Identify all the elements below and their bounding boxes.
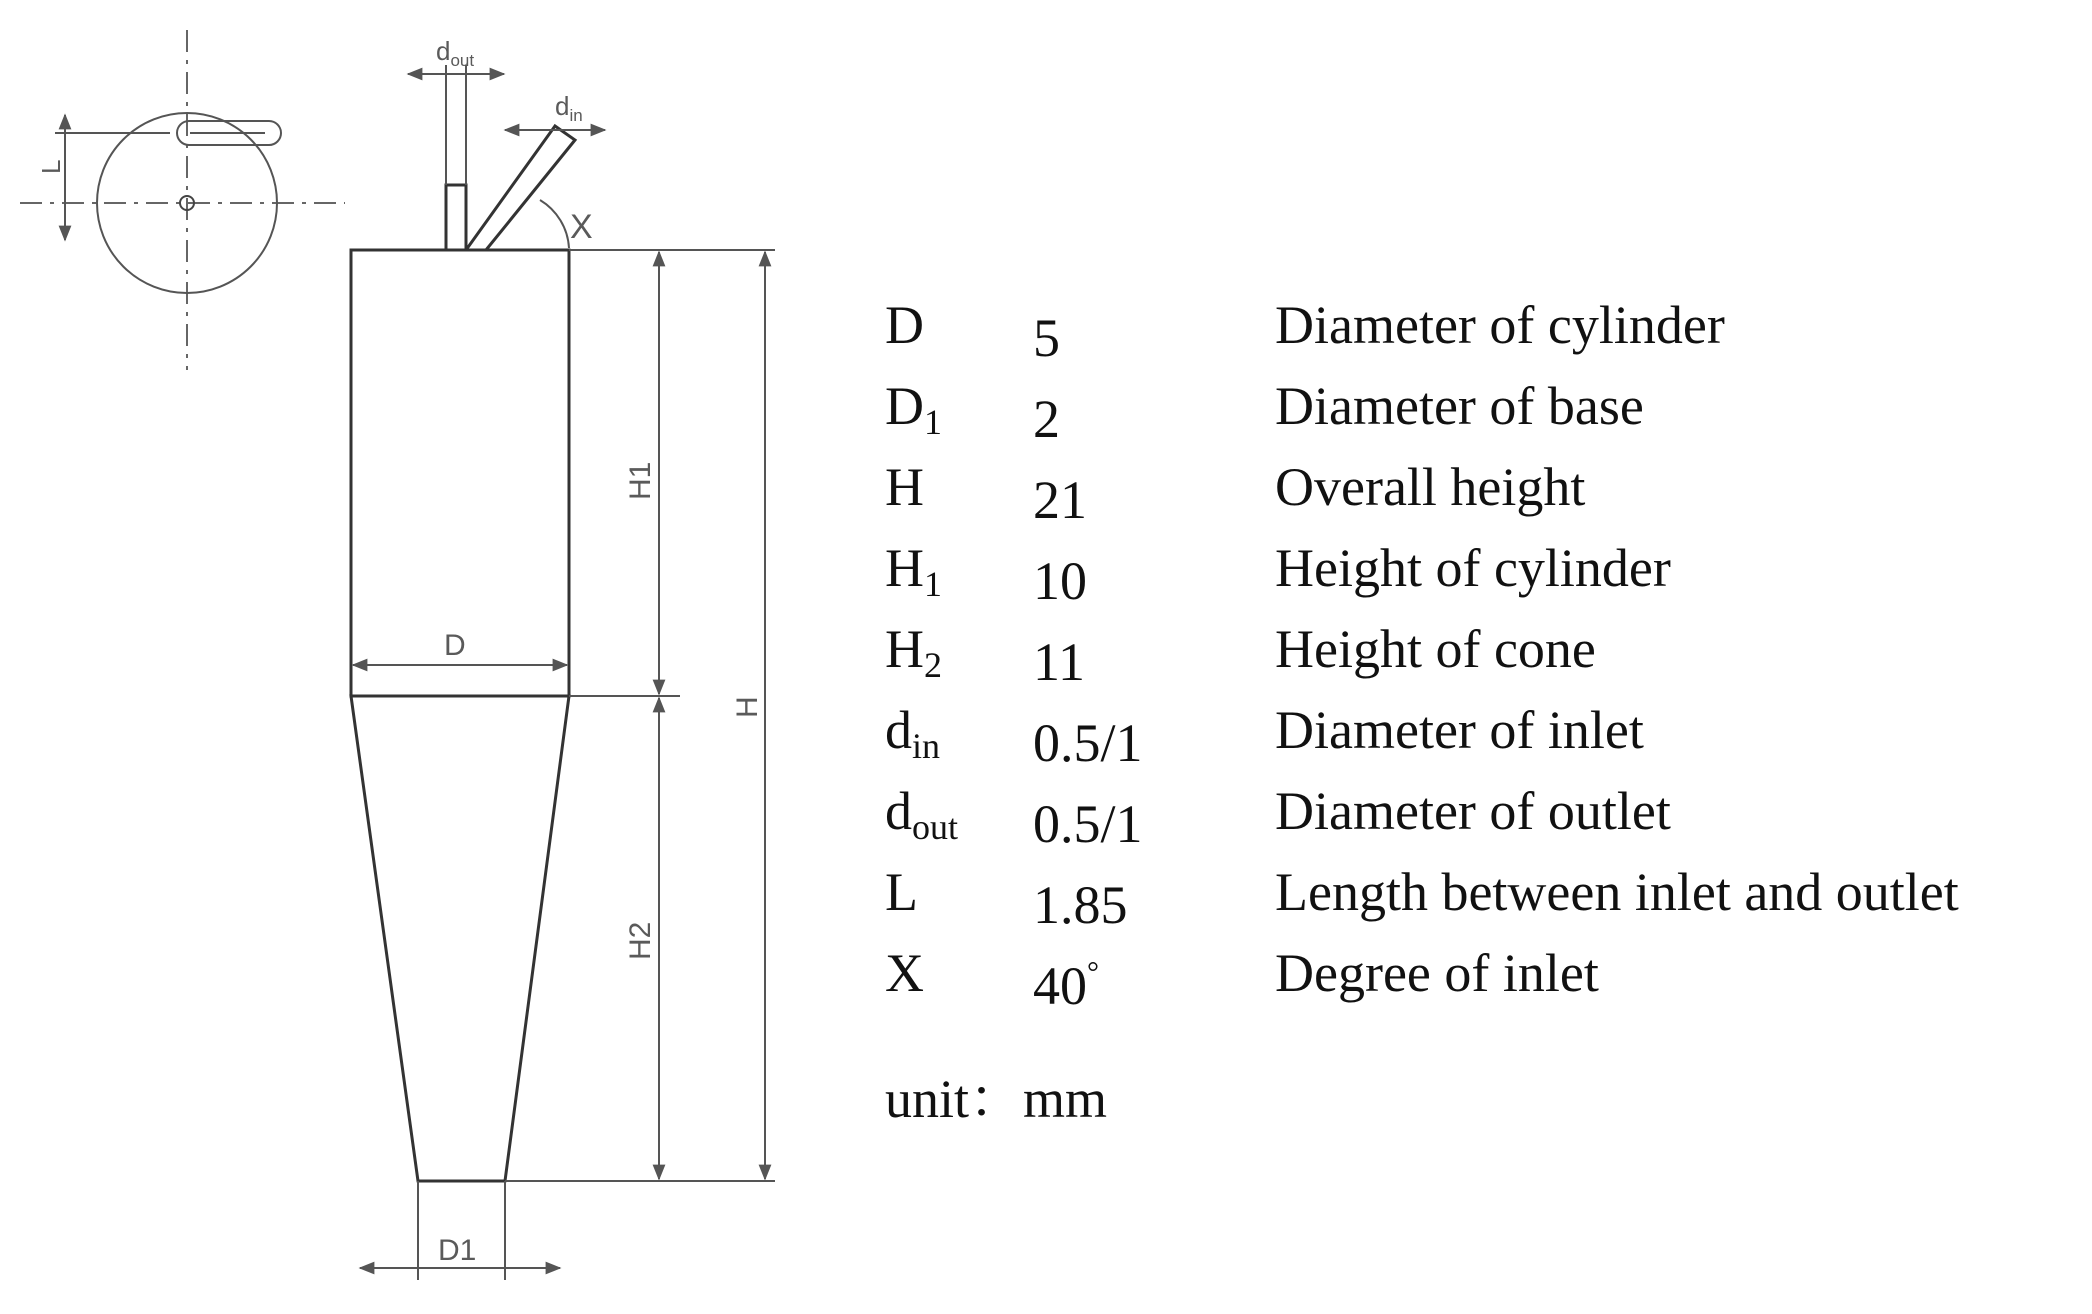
label-d-in: $d_{in}$ (555, 91, 583, 125)
unit-note: unit：mm (885, 1069, 1108, 1129)
height-dimensions (505, 250, 775, 1181)
spec-value: 5 (1033, 308, 1060, 368)
label-D: D (444, 629, 466, 662)
spec-symbol: X (885, 943, 924, 1003)
cyclone-schematic (0, 0, 850, 1314)
spec-symbol: $H_1$ (885, 538, 942, 604)
spec-value: 21 (1033, 470, 1087, 530)
label-d-out: $d_{out}$ (436, 36, 475, 70)
spec-description: Diameter of outlet (1275, 781, 1671, 841)
spec-description: Degree of inlet (1275, 943, 1599, 1003)
spec-description: Length between inlet and outlet (1275, 862, 1959, 922)
spec-value: 40° (1033, 956, 1099, 1016)
spec-symbol: $d_{in}$ (885, 700, 941, 766)
spec-symbol: $D_1$ (885, 376, 942, 442)
label-D1: D1 (438, 1234, 477, 1267)
spec-description: Diameter of cylinder (1275, 295, 1725, 355)
spec-symbol: L (885, 862, 918, 922)
spec-value: 1.85 (1033, 875, 1128, 935)
spec-description: Overall height (1275, 457, 1586, 517)
spec-description: Height of cone (1275, 619, 1596, 679)
outlet-pipe (446, 185, 466, 250)
spec-value: 11 (1033, 632, 1085, 692)
spec-value: 0.5/1 (1033, 713, 1143, 773)
spec-description: Diameter of inlet (1275, 700, 1644, 760)
top-view (20, 30, 345, 370)
side-view (351, 36, 605, 1181)
spec-value: 2 (1033, 389, 1060, 449)
spec-symbol: $H_2$ (885, 619, 942, 685)
label-H2: H2 (624, 921, 657, 960)
label-X: X (570, 208, 593, 246)
label-H: H (731, 696, 764, 718)
spec-value: 0.5/1 (1033, 794, 1143, 854)
inlet-pipe (466, 126, 575, 250)
spec-symbol: $d_{out}$ (885, 781, 959, 847)
label-H1: H1 (624, 461, 657, 500)
cone-body (351, 696, 569, 1181)
label-L: L (36, 159, 66, 174)
spec-description: Height of cylinder (1275, 538, 1671, 598)
spec-value: 10 (1033, 551, 1087, 611)
inlet-angle-arc (540, 200, 569, 248)
spec-symbol: H (885, 457, 924, 517)
spec-description: Diameter of base (1275, 376, 1644, 436)
spec-symbol: D (885, 295, 924, 355)
